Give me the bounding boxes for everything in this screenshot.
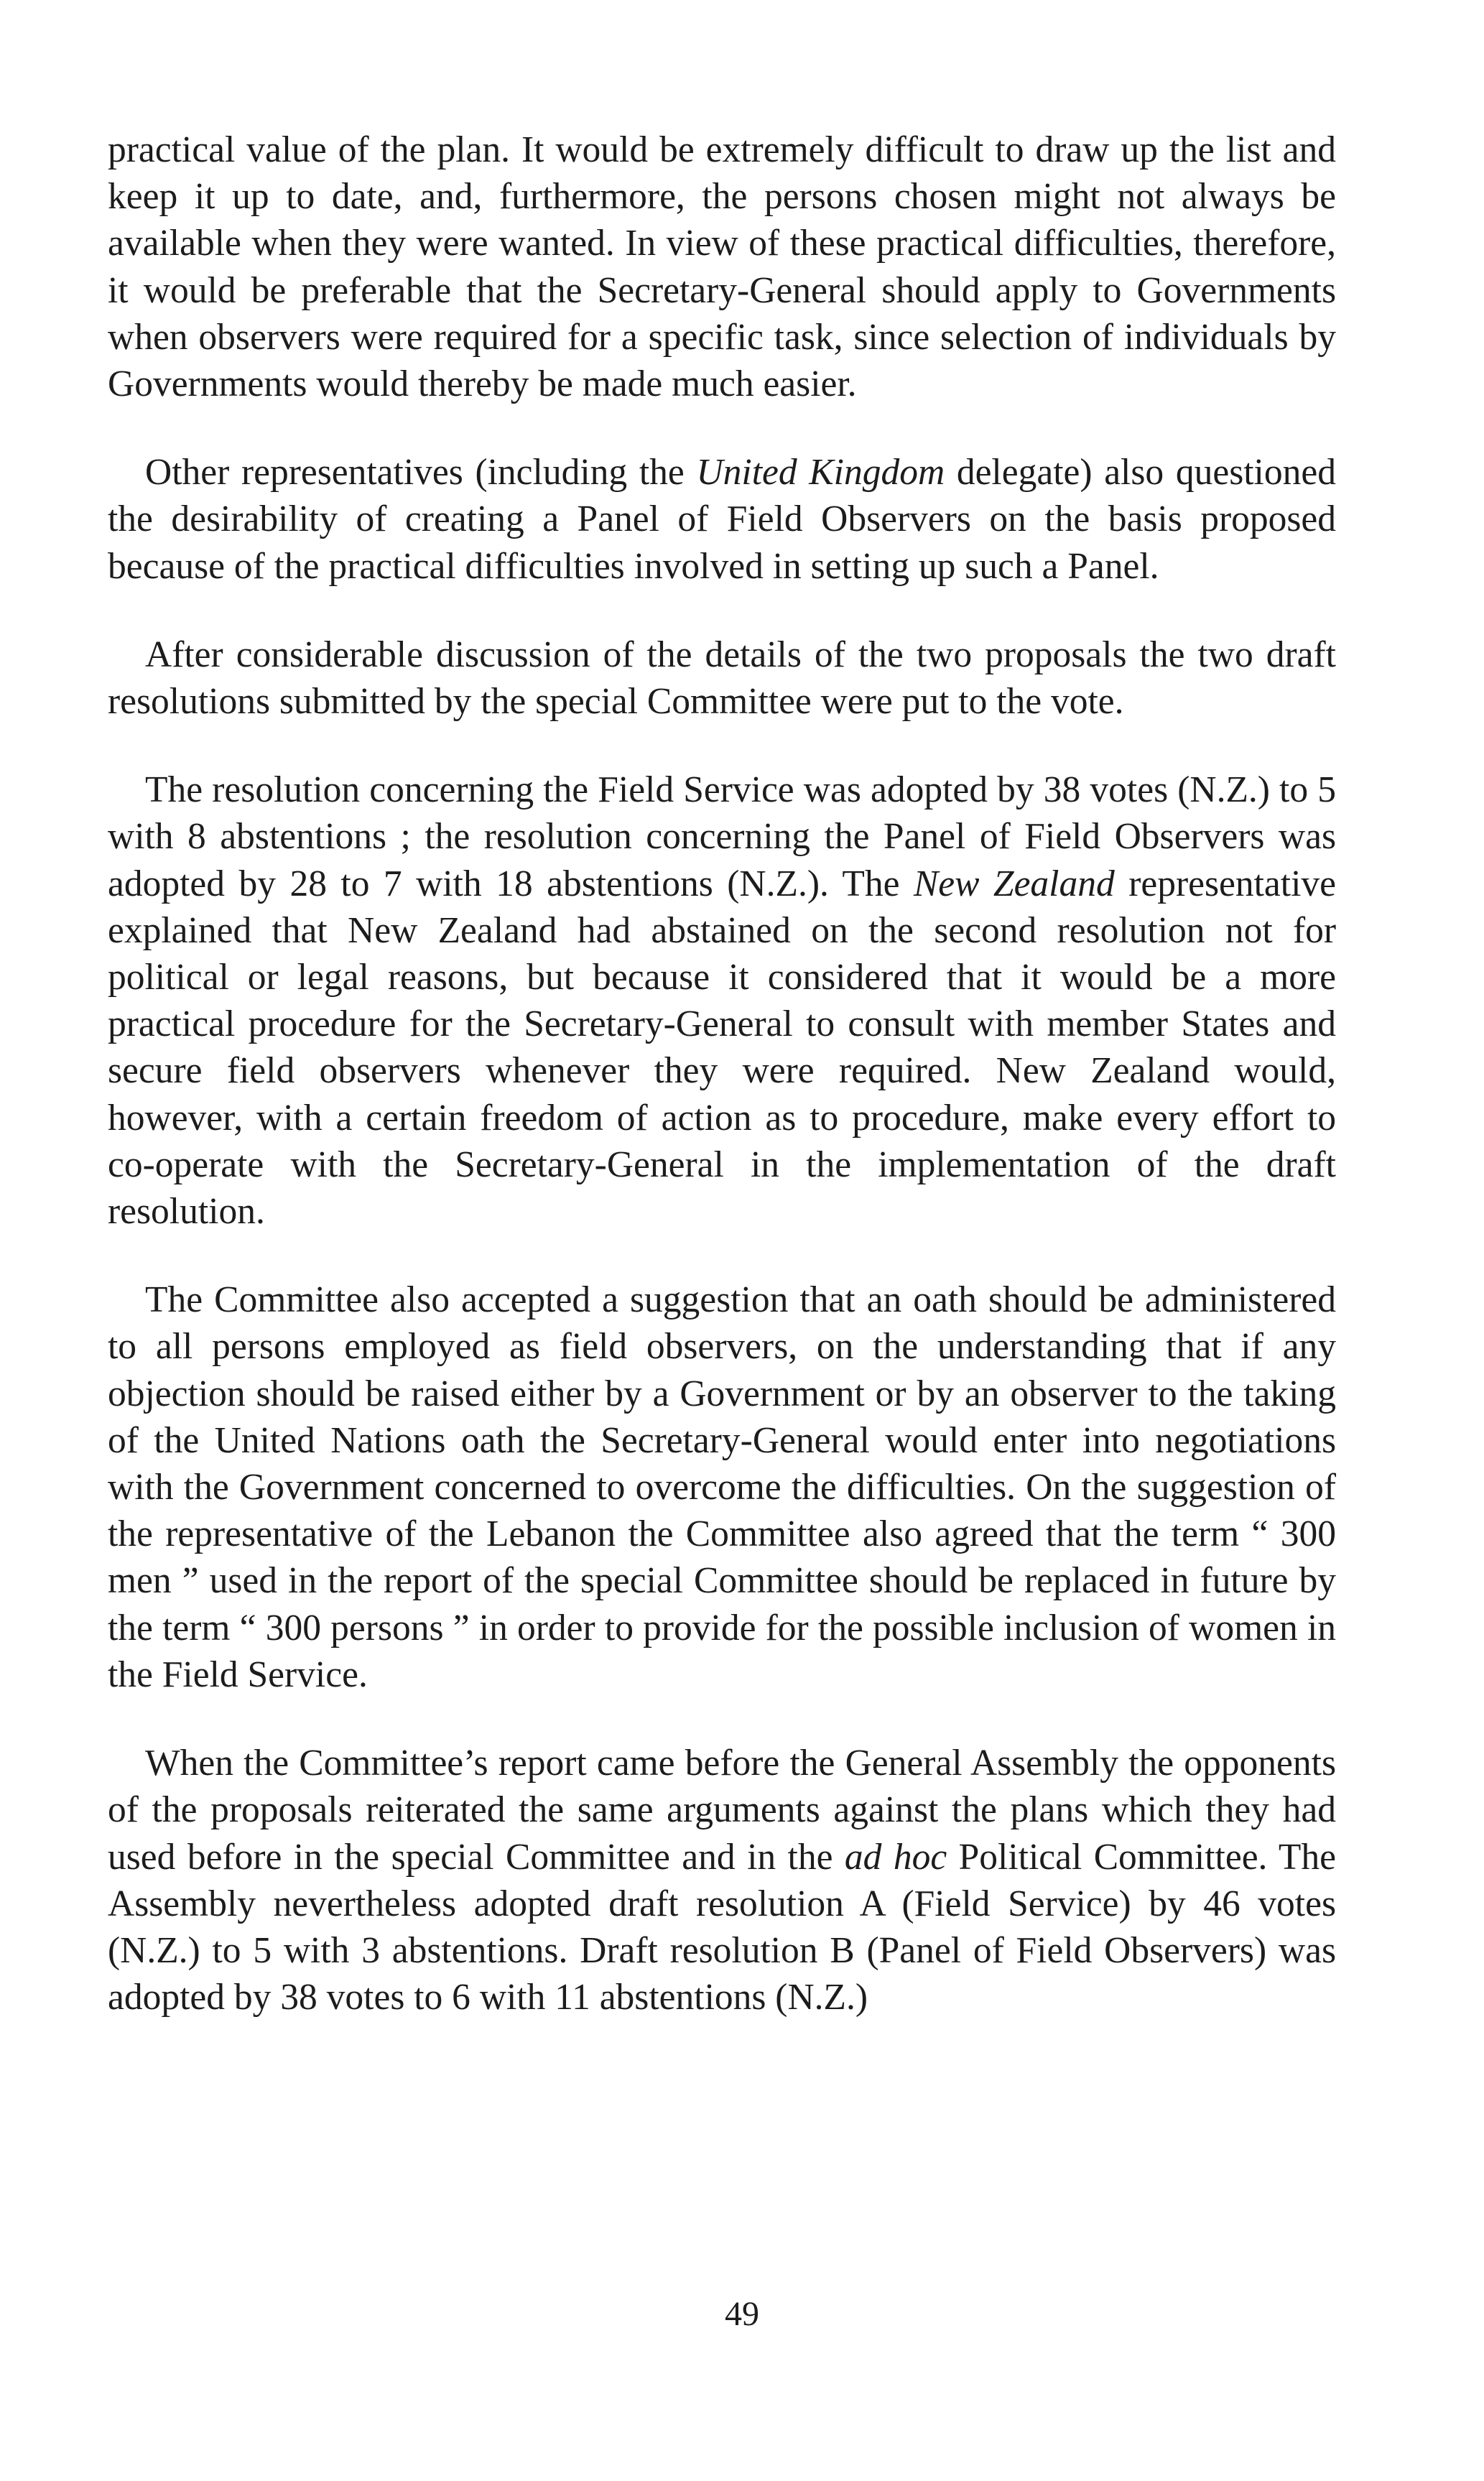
- emphasis-country: United Kingdom: [696, 452, 945, 493]
- paragraph-text-after: delegate) also questioned the desirability of creating a Panel of Field Observers on the basis proposed because of the practical difficulties involved in setting up such a Panel.: [108, 452, 1336, 587]
- page-number: 49: [725, 2295, 759, 2333]
- paragraph-text-after: representative explained that New Zealand had abstained on the second resolution not for political or legal reasons, but because it considered that it would be a more practical procedure for the Secretary-General to consult with member States and secure field observers whenever they were required. New Zealand would, however, with a certain freedom of action as to procedure, make every effort to co-operate with the Secretary-General in the implementation of the draft resolution.: [108, 863, 1336, 1233]
- paragraph-text: practical value of the plan. It would be extremely difficult to draw up the list and keep it up to date, and, furthermore, the persons chosen might not always be available when they were wanted. In view of these practical difficulties, therefore, it would be preferable that the Secretary-General should apply to Governments when observers were required for a specific task, since selection of individuals by Governments would thereby be made much easier.: [108, 129, 1336, 405]
- paragraph-general-assembly: [108, 1740, 1336, 2021]
- paragraph-vote-results: [108, 766, 1336, 1235]
- paragraph-oath: [108, 1276, 1336, 1698]
- paragraph-text: After considerable discussion of the details of the two proposals the two draft resolutions submitted by the special Committee were put to the vote.: [108, 634, 1336, 723]
- emphasis-term: ad hoc: [844, 1836, 947, 1878]
- paragraph-text-before: Other representatives (including the: [145, 452, 697, 493]
- paragraph-text: The Committee also accepted a suggestion that an oath should be administered to all persons employed as field observers, on the understanding that if any objection should be raised either by a Government or by an observer to the taking of the United Nations oath the Secretary-General would enter into negotiations with the Government concerned to overcome the difficulties. On the suggestion of the representative of the Lebanon the Committee also agreed that the term “ 300 men ” used in the report of the special Committee should be replaced in future by the term “ 300 persons ” in order to provide for the possible inclusion of women in the Field Service.: [108, 1279, 1336, 1695]
- emphasis-country: New Zealand: [913, 863, 1115, 904]
- paragraph-text-before: The resolution concerning the Field Service was adopted by 38 votes (N.Z.) to 5 with 8 abstentions ; the resolution concerning the Panel of Field Observers was adopted by 28 to 7 with 18 abstentions (N.Z.). The: [108, 769, 1336, 904]
- paragraph-united-kingdom-view: [108, 449, 1336, 590]
- paragraph-vote-intro: [108, 631, 1336, 725]
- page-body: [108, 126, 1336, 2062]
- paragraph-text-before: When the Committee’s report came before the General Assembly the opponents of the proposals reiterated the same arguments against the plans which they had used before in the special Committee and in the: [108, 1743, 1336, 1878]
- paragraph-text-after: Political Committee. The Assembly nevertheless adopted draft resolution A (Field Service) by 46 votes (N.Z.) to 5 with 3 abstentions. Draft resolution B (Panel of Field Observers) was adopted by 38 votes to 6 with 11 abstentions (N.Z.): [108, 1836, 1336, 2018]
- paragraph-plan-practicality: [108, 126, 1336, 407]
